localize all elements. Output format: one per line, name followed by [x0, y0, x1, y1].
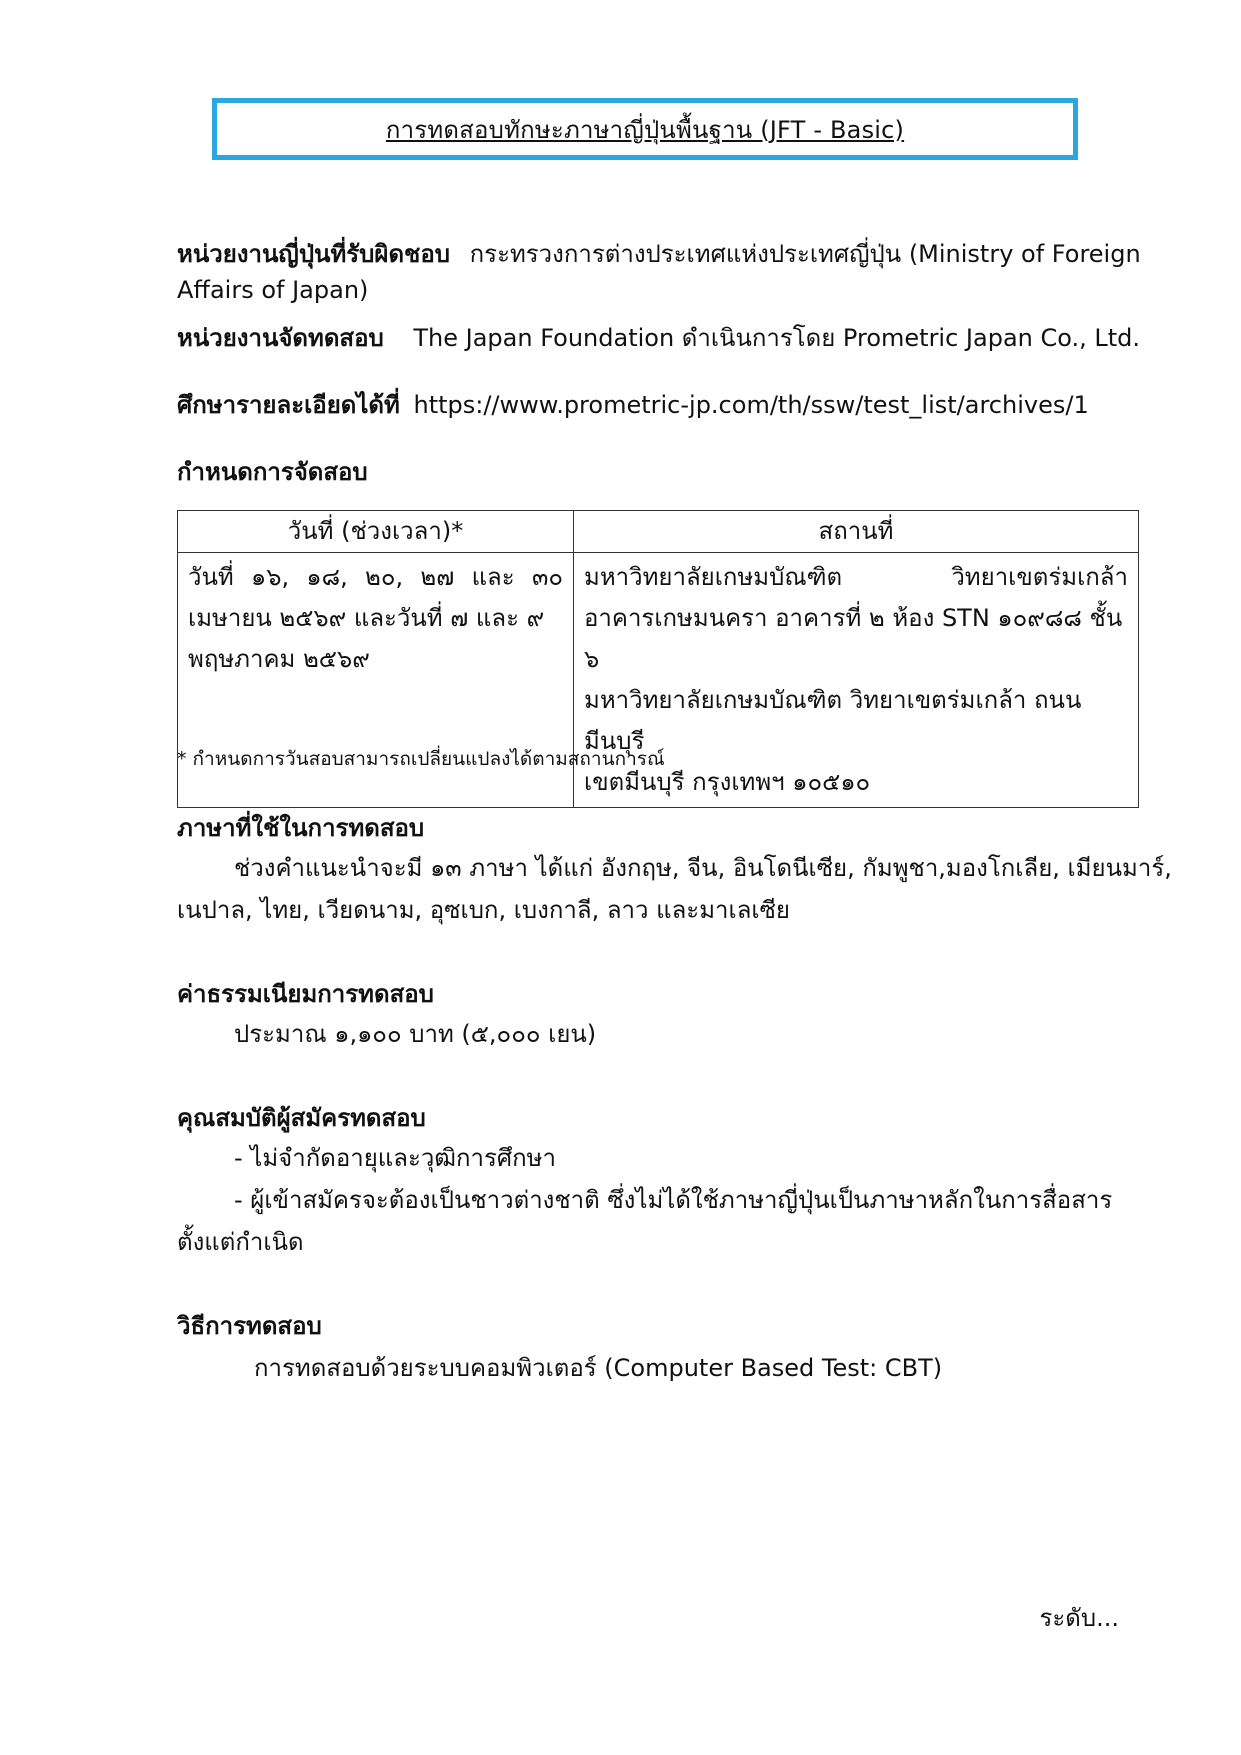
schedule-heading: กำหนดการจัดสอบ — [177, 458, 368, 486]
languages-heading: ภาษาที่ใช้ในการทดสอบ — [177, 814, 425, 842]
responsible-label: หน่วยงานญี่ปุ่นที่รับผิดชอบ — [177, 240, 450, 268]
responsible-value-cont: Affairs of Japan) — [177, 276, 369, 304]
organizer-value: The Japan Foundation ดำเนินการโดย Prometric Japan Co., Ltd. — [413, 324, 1141, 352]
qualification-heading: คุณสมบัติผู้สมัครทดสอบ — [177, 1104, 426, 1132]
date-line: พฤษภาคม ๒๕๖๙ — [188, 645, 370, 673]
page-title: การทดสอบทักษะภาษาญี่ปุ่นพื้นฐาน (JFT - Basic) — [385, 115, 905, 144]
date-line: เมษายน ๒๕๖๙ และวันที่ ๗ และ ๙ — [188, 604, 545, 632]
fee-value: ประมาณ ๑,๑๐๐ บาท (๕,๐๐๐ เยน) — [234, 1020, 597, 1048]
col-place-header: สถานที่ — [574, 511, 1139, 553]
responsible-line — [177, 234, 1141, 273]
responsible-value: กระทรวงการต่างประเทศแห่งประเทศญี่ปุ่น (Ministry of Foreign — [469, 240, 1141, 268]
details-url[interactable]: https://www.prometric-jp.com/th/ssw/test_list/archives/1 — [413, 391, 1089, 419]
schedule-header-row — [178, 511, 1139, 553]
place-line: เขตมีนบุรี กรุงเทพฯ ๑๐๕๑๐ — [584, 768, 871, 796]
place-line: อาคารเกษมนครา อาคารที่ ๒ ห้อง STN ๑๐๙๘๘ ชั้น ๖ — [584, 604, 1123, 673]
place-line: มหาวิทยาลัยเกษมบัณฑิต วิทยาเขตร่มเกล้า ถนนมีนบุรี — [584, 686, 1082, 755]
qualification-item-2: - ผู้เข้าสมัครจะต้องเป็นชาวต่างชาติ ซึ่งไม่ได้ใช้ภาษาญี่ปุ่นเป็นภาษาหลักในการสื่อสาร — [234, 1186, 1113, 1214]
details-line — [177, 385, 1089, 424]
qualification-item-2-cont: ตั้งแต่กำเนิด — [177, 1228, 304, 1256]
title-box — [212, 98, 1078, 160]
page-footer: ระดับ... — [1039, 1604, 1119, 1632]
organizer-label: หน่วยงานจัดทดสอบ — [177, 324, 384, 352]
method-value: การทดสอบด้วยระบบคอมพิวเตอร์ (Computer Based Test: CBT) — [254, 1354, 943, 1382]
languages-line-1: ช่วงคำแนะนำจะมี ๑๓ ภาษา ได้แก่ อังกฤษ, จีน, อินโดนีเซีย, กัมพูชา,มองโกเลีย, เมียนมาร์, — [234, 854, 1172, 882]
languages-line-2: เนปาล, ไทย, เวียดนาม, อุซเบก, เบงกาลี, ลาว และมาเลเซีย — [177, 896, 790, 924]
schedule-note: * กำหนดการวันสอบสามารถเปลี่ยนแปลงได้ตามสถานการณ์ — [177, 748, 665, 770]
details-label: ศึกษารายละเอียดได้ที่ — [177, 391, 400, 419]
organizer-line — [177, 318, 1140, 357]
method-heading: วิธีการทดสอบ — [177, 1312, 322, 1340]
fee-heading: ค่าธรรมเนียมการทดสอบ — [177, 980, 434, 1008]
place-line: มหาวิทยาลัยเกษมบัณฑิต วิทยาเขตร่มเกล้า — [584, 563, 1128, 591]
qualification-item-1: - ไม่จำกัดอายุและวุฒิการศึกษา — [234, 1144, 556, 1172]
date-line: วันที่ ๑๖, ๑๘, ๒๐, ๒๗ และ ๓๐ — [188, 563, 563, 591]
col-date-header: วันที่ (ช่วงเวลา)* — [178, 511, 574, 553]
